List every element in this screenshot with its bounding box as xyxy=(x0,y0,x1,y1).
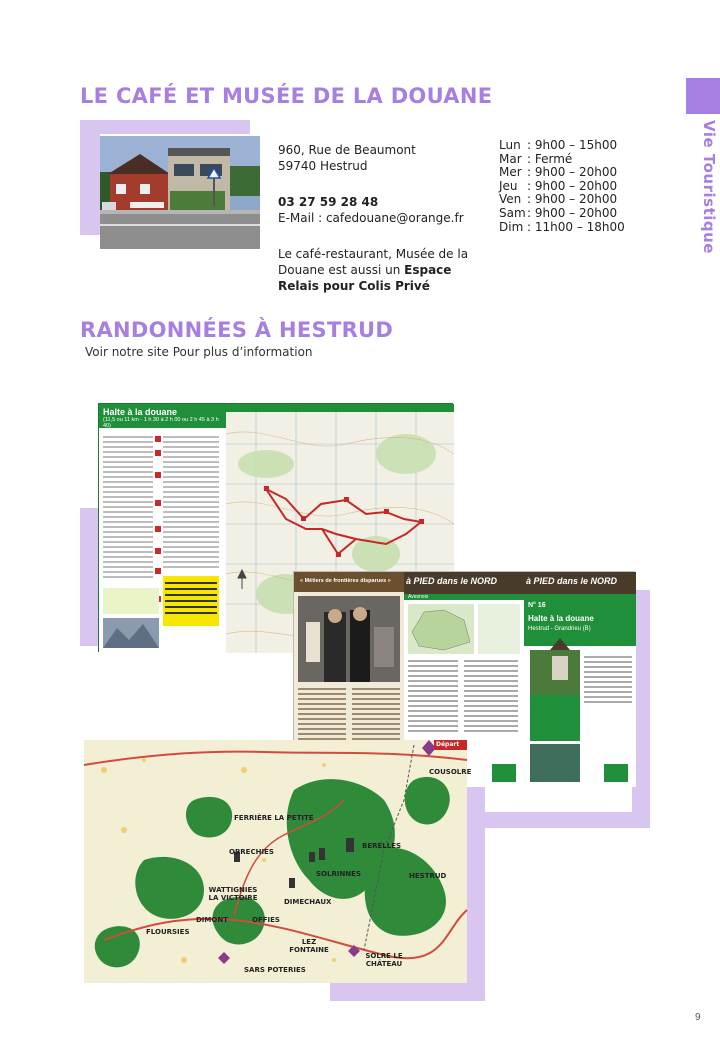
map-label-lez-fontaine: LEZ FONTAINE xyxy=(289,938,329,954)
map-label-solrinnes: SOLRINNES xyxy=(316,870,361,878)
brochure-brand-left: à PIED dans le NORD xyxy=(406,576,498,586)
map-label-wattignies: WATTIGNIES LA VICTOIRE xyxy=(208,886,258,902)
hours-time: : 9h00 – 15h00 xyxy=(527,138,618,152)
hours-time: : Fermé xyxy=(527,151,573,166)
contact-block xyxy=(278,142,483,294)
hours-time: : 9h00 – 20h00 xyxy=(527,178,618,193)
hours-row xyxy=(499,207,625,221)
hours-day: Ven xyxy=(499,192,522,207)
hours-day: Mer xyxy=(499,165,522,180)
map-label-ferriere: FERRIÈRE LA PETITE xyxy=(234,814,314,822)
hours-time: : 9h00 – 20h00 xyxy=(527,205,618,220)
hours-row xyxy=(499,180,625,194)
description-bold: Espace Relais pour Colis Privé xyxy=(278,263,452,293)
hours-row xyxy=(499,166,625,180)
hours-row xyxy=(499,221,625,235)
map1-title xyxy=(99,404,226,428)
map-label-offies: OFFIES xyxy=(252,916,280,924)
map2-frame-right xyxy=(467,785,485,1001)
hours-row xyxy=(499,193,625,207)
map-label-dimont: DIMONT xyxy=(196,916,228,924)
map-label-solre: SOLRE LE CHÂTEAU xyxy=(365,952,403,968)
email-address[interactable]: E-Mail : cafedouane@orange.fr xyxy=(278,211,464,225)
brochure-brand-right: à PIED dans le NORD xyxy=(526,576,618,586)
hours-day: Mar xyxy=(499,151,522,166)
map-label-cousolre: COUSOLRE xyxy=(429,768,472,776)
cafe-description xyxy=(278,246,483,294)
map1-title-text: Halte à la douane xyxy=(103,407,178,417)
map-label-floursies: FLOURSIES xyxy=(146,928,190,936)
photo-frame-left xyxy=(80,120,100,235)
brochure-walk-title: Halte à la douane xyxy=(528,614,594,623)
hours-day: Sam xyxy=(499,205,526,220)
map1-subtitle: (11,5 ou 11 km - 1 h 30 à 2 h 00 ou 2 h 45 à 3 h 40) xyxy=(103,417,219,429)
hours-day: Lun xyxy=(499,138,521,152)
hours-time: : 9h00 – 20h00 xyxy=(527,165,618,180)
map-label-hestrud: HESTRUD xyxy=(409,872,447,880)
brochure-region: Avesnois xyxy=(408,594,429,600)
map-label-berelles: BERELLES xyxy=(362,842,402,850)
map-label-obrechies: OBRECHIES xyxy=(229,848,274,856)
section-title-cafe: LE CAFÉ ET MUSÉE DE LA DOUANE xyxy=(80,84,493,108)
brochure-walk-sub: Hestrud - Grandrieu (B) xyxy=(528,626,591,632)
map1-frame xyxy=(80,508,100,646)
map1-text-panel xyxy=(99,404,226,653)
hours-row xyxy=(499,139,625,153)
hours-day: Dim xyxy=(499,219,524,234)
hours-row xyxy=(499,153,625,167)
page-number: 9 xyxy=(695,1012,701,1023)
map-start-label: Départ xyxy=(436,741,460,748)
map2-frame-bottom xyxy=(330,983,485,1001)
opening-hours xyxy=(499,139,625,234)
sidebar-tab-marker xyxy=(686,78,720,114)
hike-area-map xyxy=(84,740,472,983)
cafe-photo xyxy=(100,136,260,249)
hours-time: : 9h00 – 20h00 xyxy=(527,192,618,207)
description-text: Le café-restaurant, Musée de la Douane est aussi un xyxy=(278,247,469,277)
map-label-dimechaux: DIMECHAUX xyxy=(284,898,332,906)
brochure-number: N° 16 xyxy=(528,602,546,609)
brochure-frame-bottom xyxy=(468,812,650,828)
map-label-sars-poteries: SARS POTERIES xyxy=(244,966,306,974)
hours-time: : 11h00 – 18h00 xyxy=(527,219,625,234)
section-title-hikes: RANDONNÉES À HESTRUD xyxy=(80,318,394,342)
address-city: 59740 Hestrud xyxy=(278,159,368,173)
sidebar-section-label: Vie Touristique xyxy=(700,120,718,254)
website-note[interactable]: Voir notre site Pour plus d’information xyxy=(85,345,313,359)
hours-day: Jeu xyxy=(499,178,518,193)
photo-frame xyxy=(80,120,250,134)
address-street: 960, Rue de Beaumont xyxy=(278,143,416,157)
brochure-article-title: « Métiers de frontières disparues » xyxy=(300,578,391,584)
phone-number[interactable]: 03 27 59 28 48 xyxy=(278,195,379,209)
